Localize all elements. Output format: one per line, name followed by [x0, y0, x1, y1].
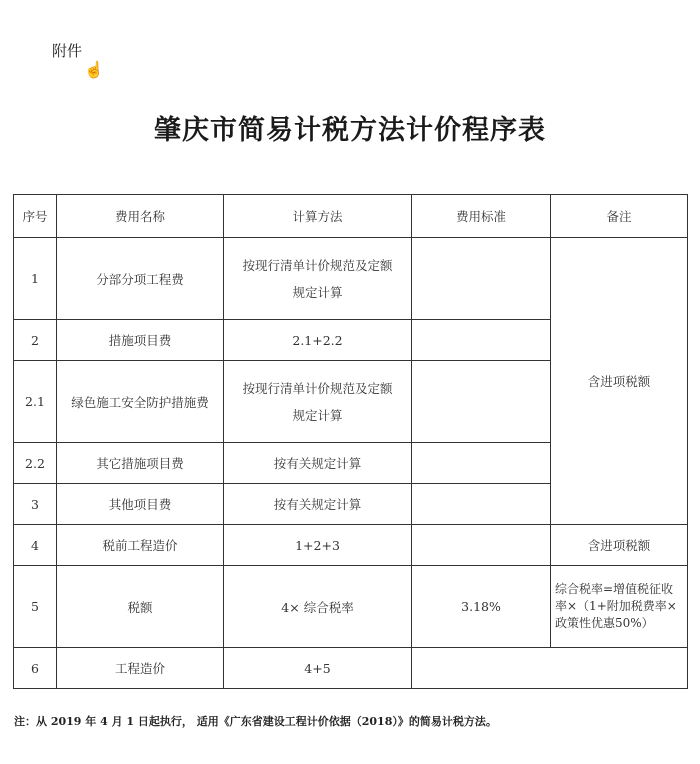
row-fee-name: 分部分项工程费 [57, 238, 224, 320]
page-title: 肇庆市简易计税方法计价程序表 [154, 115, 546, 146]
table-header-row [14, 195, 688, 238]
table-row [14, 238, 688, 320]
row-method: 4+5 [224, 648, 412, 689]
row-fee-name: 工程造价 [57, 648, 224, 689]
row-fee-name: 措施项目费 [57, 320, 224, 361]
row-standard [412, 484, 551, 525]
row-no: 2.2 [14, 443, 57, 484]
header-fee-name: 费用名称 [57, 195, 224, 238]
header-standard: 费用标准 [412, 195, 551, 238]
row-standard [412, 238, 551, 320]
method-line: 规定计算 [292, 284, 343, 300]
row-fee-name: 绿色施工安全防护措施费 [57, 361, 224, 443]
row-standard [412, 648, 688, 689]
row-remark-merged: 含进项税额 [551, 238, 688, 525]
row-method: 按有关规定计算 [224, 443, 412, 484]
row-no: 3 [14, 484, 57, 525]
row-standard [412, 361, 551, 443]
row-no: 5 [14, 566, 57, 648]
attachment-label: 附件 [52, 42, 83, 60]
row-method: 1+2+3 [224, 525, 412, 566]
row-method: 4× 综合税率 [224, 566, 412, 648]
row-method: 按有关规定计算 [224, 484, 412, 525]
row-no: 1 [14, 238, 57, 320]
row-method: 2.1+2.2 [224, 320, 412, 361]
header-method: 计算方法 [224, 195, 412, 238]
pricing-procedure-table [13, 194, 688, 689]
row-no: 4 [14, 525, 57, 566]
row-fee-name: 其他项目费 [57, 484, 224, 525]
table-row [14, 525, 688, 566]
row-method [224, 238, 412, 320]
header-no: 序号 [14, 195, 57, 238]
row-no: 6 [14, 648, 57, 689]
table-row [14, 648, 688, 689]
table-row [14, 566, 688, 648]
row-no: 2.1 [14, 361, 57, 443]
row-fee-name: 其它措施项目费 [57, 443, 224, 484]
method-line: 按现行清单计价规范及定额 [242, 380, 393, 396]
header-remark: 备注 [551, 195, 688, 238]
hand-cursor-icon: ☝ [84, 60, 104, 79]
method-line: 规定计算 [292, 407, 343, 423]
row-standard [412, 443, 551, 484]
row-fee-name: 税前工程造价 [57, 525, 224, 566]
row-standard [412, 320, 551, 361]
row-fee-name: 税额 [57, 566, 224, 648]
footnote: 注：从 2019 年 4 月 1 日起执行， 适用《广东省建设工程计价依据（2018）》的简易计税方法。 [14, 715, 497, 728]
row-remark: 综合税率=增值税征收率×（1+附加税费率×政策性优惠50%） [551, 566, 688, 648]
row-no: 2 [14, 320, 57, 361]
row-method [224, 361, 412, 443]
row-standard: 3.18% [412, 566, 551, 648]
row-remark: 含进项税额 [551, 525, 688, 566]
row-standard [412, 525, 551, 566]
method-line: 按现行清单计价规范及定额 [242, 257, 393, 273]
